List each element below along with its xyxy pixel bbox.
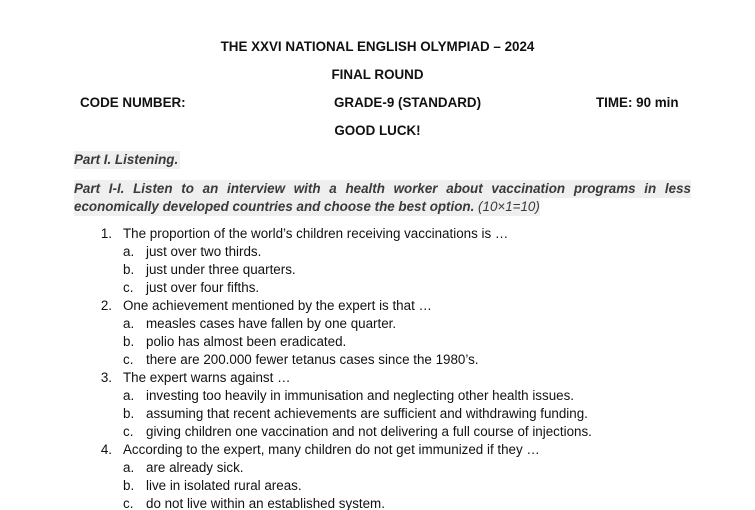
question-text: One achievement mentioned by the expert is that … [123,298,432,313]
round-title: FINAL ROUND [331,67,424,82]
option-text: just under three quarters. [146,262,296,277]
option-letter: a. [123,388,135,403]
option[interactable] [0,261,755,279]
question-block-3 [0,369,755,441]
instruction-line-2 [74,198,540,216]
option-letter: c. [123,352,134,367]
code-number-label: CODE NUMBER: [80,95,186,110]
question-block-1 [0,225,755,297]
question-number: 2. [100,298,112,313]
option[interactable] [0,243,755,261]
question-number: 1. [100,226,112,241]
option[interactable] [0,423,755,441]
option[interactable] [0,333,755,351]
question-text: According to the expert, many children do not get immunized if they … [123,442,540,457]
olympiad-title: THE XXVI NATIONAL ENGLISH OLYMPIAD – 2024 [220,39,535,54]
option[interactable] [0,315,755,333]
option[interactable] [0,387,755,405]
instruction-line-2-text: economically developed countries and choose the best option. [74,199,475,214]
option-letter: b. [123,262,135,277]
option-text: there are 200.000 fewer tetanus cases since the 1980’s. [146,352,479,367]
option-text: giving children one vaccination and not delivering a full course of injections. [146,424,592,439]
time-label: TIME: 90 min [596,95,679,110]
option-text: investing too heavily in immunisation and neglecting other health issues. [146,388,575,403]
option-text: do not live within an established system. [146,496,385,510]
grade-label: GRADE-9 (STANDARD) [334,95,482,110]
option-text: live in isolated rural areas. [146,478,302,493]
good-luck-text: GOOD LUCK! [334,123,421,138]
option-letter: c. [123,496,134,510]
question [0,441,755,459]
option[interactable] [0,495,755,510]
question-number: 3. [100,370,112,385]
option[interactable] [0,477,755,495]
option-letter: c. [123,280,134,295]
option-letter: a. [123,460,135,475]
option-text: just over two thirds. [146,244,262,259]
option-letter: a. [123,244,135,259]
points-value: (10×1=10) [478,199,540,214]
option-letter: b. [123,478,135,493]
question [0,369,755,387]
question-block-4 [0,441,755,510]
part-instruction [74,180,691,216]
option-text: measles cases have fallen by one quarter. [146,316,397,331]
option-letter: c. [123,424,134,439]
option-text: just over four fifths. [146,280,260,295]
question-number: 4. [100,442,112,457]
option[interactable] [0,351,755,369]
option-text: assuming that recent achievements are sufficient and withdrawing funding. [146,406,588,421]
option-letter: b. [123,334,135,349]
option[interactable] [0,405,755,423]
question-list [0,225,755,510]
question-text: The expert warns against … [123,370,291,385]
question-text: The proportion of the world’s children receiving vaccinations is … [123,226,509,241]
question [0,225,755,243]
option-text: are already sick. [146,460,244,475]
question-block-2 [0,297,755,369]
part-title: Part I. Listening. [74,152,179,167]
option-letter: a. [123,316,135,331]
option-letter: b. [123,406,135,421]
instruction-line-1: Part I-I. Listen to an interview with a health worker about vaccination programs in less [74,181,691,196]
option[interactable] [0,279,755,297]
option-text: polio has almost been eradicated. [146,334,347,349]
option[interactable] [0,459,755,477]
question [0,297,755,315]
